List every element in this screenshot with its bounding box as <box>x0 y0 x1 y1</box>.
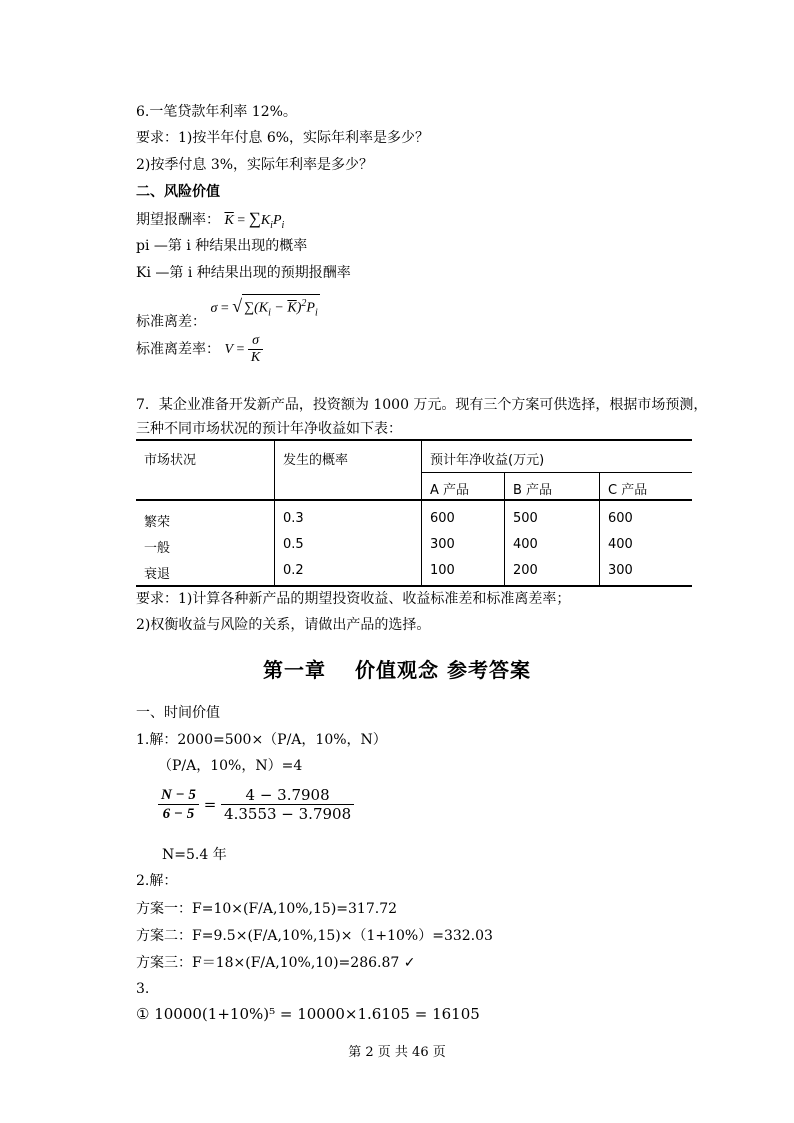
answer-3-title: 3. <box>136 981 150 997</box>
std-dev-line <box>136 294 320 331</box>
cv-line <box>136 333 263 366</box>
table-row <box>136 534 692 560</box>
answer-1-line-2: （P/A，10%，N）=4 <box>158 758 303 774</box>
fraction-left: $\frac{N - 5}{6 - 5}$ <box>158 786 199 823</box>
cell-market: 衰退 <box>144 567 171 582</box>
cell-a: 600 <box>422 500 505 534</box>
table-row <box>136 500 692 534</box>
header-market: 市场状况 <box>144 453 197 468</box>
cell-market: 一般 <box>144 541 171 556</box>
ki-definition: Ki —第 i 种结果出现的预期报酬率 <box>136 265 351 281</box>
answer-3-line-1: ① 10000(1+10%)⁵ = 10000×1.6105 = 16105 <box>136 1005 480 1023</box>
cell-c: 400 <box>600 534 693 560</box>
answer-2-plan-1: 方案一：F=10×(F/A,10%,15)=317.72 <box>136 901 398 917</box>
std-dev-label: 标准离差： <box>136 313 206 330</box>
answer-2-title: 2.解： <box>136 873 178 889</box>
income-table <box>136 439 692 587</box>
cell-c: 600 <box>600 500 693 534</box>
section-1-title: 一、时间价值 <box>136 705 220 721</box>
cv-formula: V = $\frac{\sigma}{K}$ <box>224 342 263 357</box>
question-7-line-2: 三种不同市场状况的预计年净收益如下表： <box>136 421 402 437</box>
cell-b: 500 <box>505 500 600 534</box>
question-6-req-1: 要求：1)按半年付息 6%，实际年利率是多少？ <box>136 130 430 146</box>
question-6: 6.一笔贷款年利率 12%。 <box>136 104 297 120</box>
question-7-line-1: 7．某企业准备开发新产品，投资额为 1000 万元。现有三个方案可供选择，根据市场预测， <box>136 397 708 413</box>
header-probability: 发生的概率 <box>275 440 422 499</box>
requirement-7-2: 2)权衡收益与风险的关系，请做出产品的选择。 <box>136 617 431 633</box>
answer-2-plan-3-line <box>136 954 415 972</box>
cell-b: 200 <box>505 560 600 586</box>
answer-1-line-1: 1.解：2000=500×（P/A，10%，N） <box>136 732 387 748</box>
page-footer: 第 2 页 共 46 页 <box>348 1045 446 1060</box>
requirement-7-1: 要求：1)计算各种新产品的期望投资收益、收益标准差和标准离差率； <box>136 591 571 607</box>
chapter-title: 第一章 价值观念 参考答案 <box>263 658 531 682</box>
expected-return-line <box>136 210 284 235</box>
answer-2-plan-2: 方案二：F=9.5×(F/A,10%,15)×（1+10%）=332.03 <box>136 928 493 944</box>
header-product-c: C 产品 <box>600 472 693 499</box>
cv-label: 标准离差率： <box>136 341 220 358</box>
cell-probability: 0.2 <box>275 560 422 586</box>
cell-probability: 0.3 <box>275 500 422 534</box>
cell-probability: 0.5 <box>275 534 422 560</box>
answer-1-equation: $\frac{N - 5}{6 - 5}$ = $\frac{4 - 3.7908}{4.3553 - 3.7908}$ <box>158 786 354 823</box>
cell-b: 400 <box>505 534 600 560</box>
header-product-a: A 产品 <box>422 472 505 499</box>
fraction-right: $\frac{4 - 3.7908}{4.3553 - 3.7908}$ <box>221 786 354 823</box>
header-product-b: B 产品 <box>505 472 600 499</box>
pi-definition: pi —第 i 种结果出现的概率 <box>136 238 308 254</box>
cell-market: 繁荣 <box>144 514 171 530</box>
table-row <box>136 560 692 586</box>
expected-return-formula: $\overline{K} = \sum K_iP_i$ <box>224 209 285 231</box>
cell-c: 300 <box>600 560 693 586</box>
answer-2-plan-3: 方案三：F＝18×(F/A,10%,10)=286.87 <box>136 955 400 971</box>
std-dev-formula: σ = √ $\sum(K_i - \overline{K})^2P_i$ <box>210 301 319 316</box>
header-income: 预计年净收益(万元) <box>422 440 693 472</box>
answer-1-result: N=5.4 年 <box>162 847 227 863</box>
question-6-req-2: 2)按季付息 3%，实际年利率是多少？ <box>136 157 374 173</box>
cell-a: 300 <box>422 534 505 560</box>
section-2-title: 二、风险价值 <box>136 184 220 200</box>
cell-a: 100 <box>422 560 505 586</box>
expected-return-label: 期望报酬率： <box>136 212 220 228</box>
check-mark-icon: ✓ <box>403 955 416 971</box>
